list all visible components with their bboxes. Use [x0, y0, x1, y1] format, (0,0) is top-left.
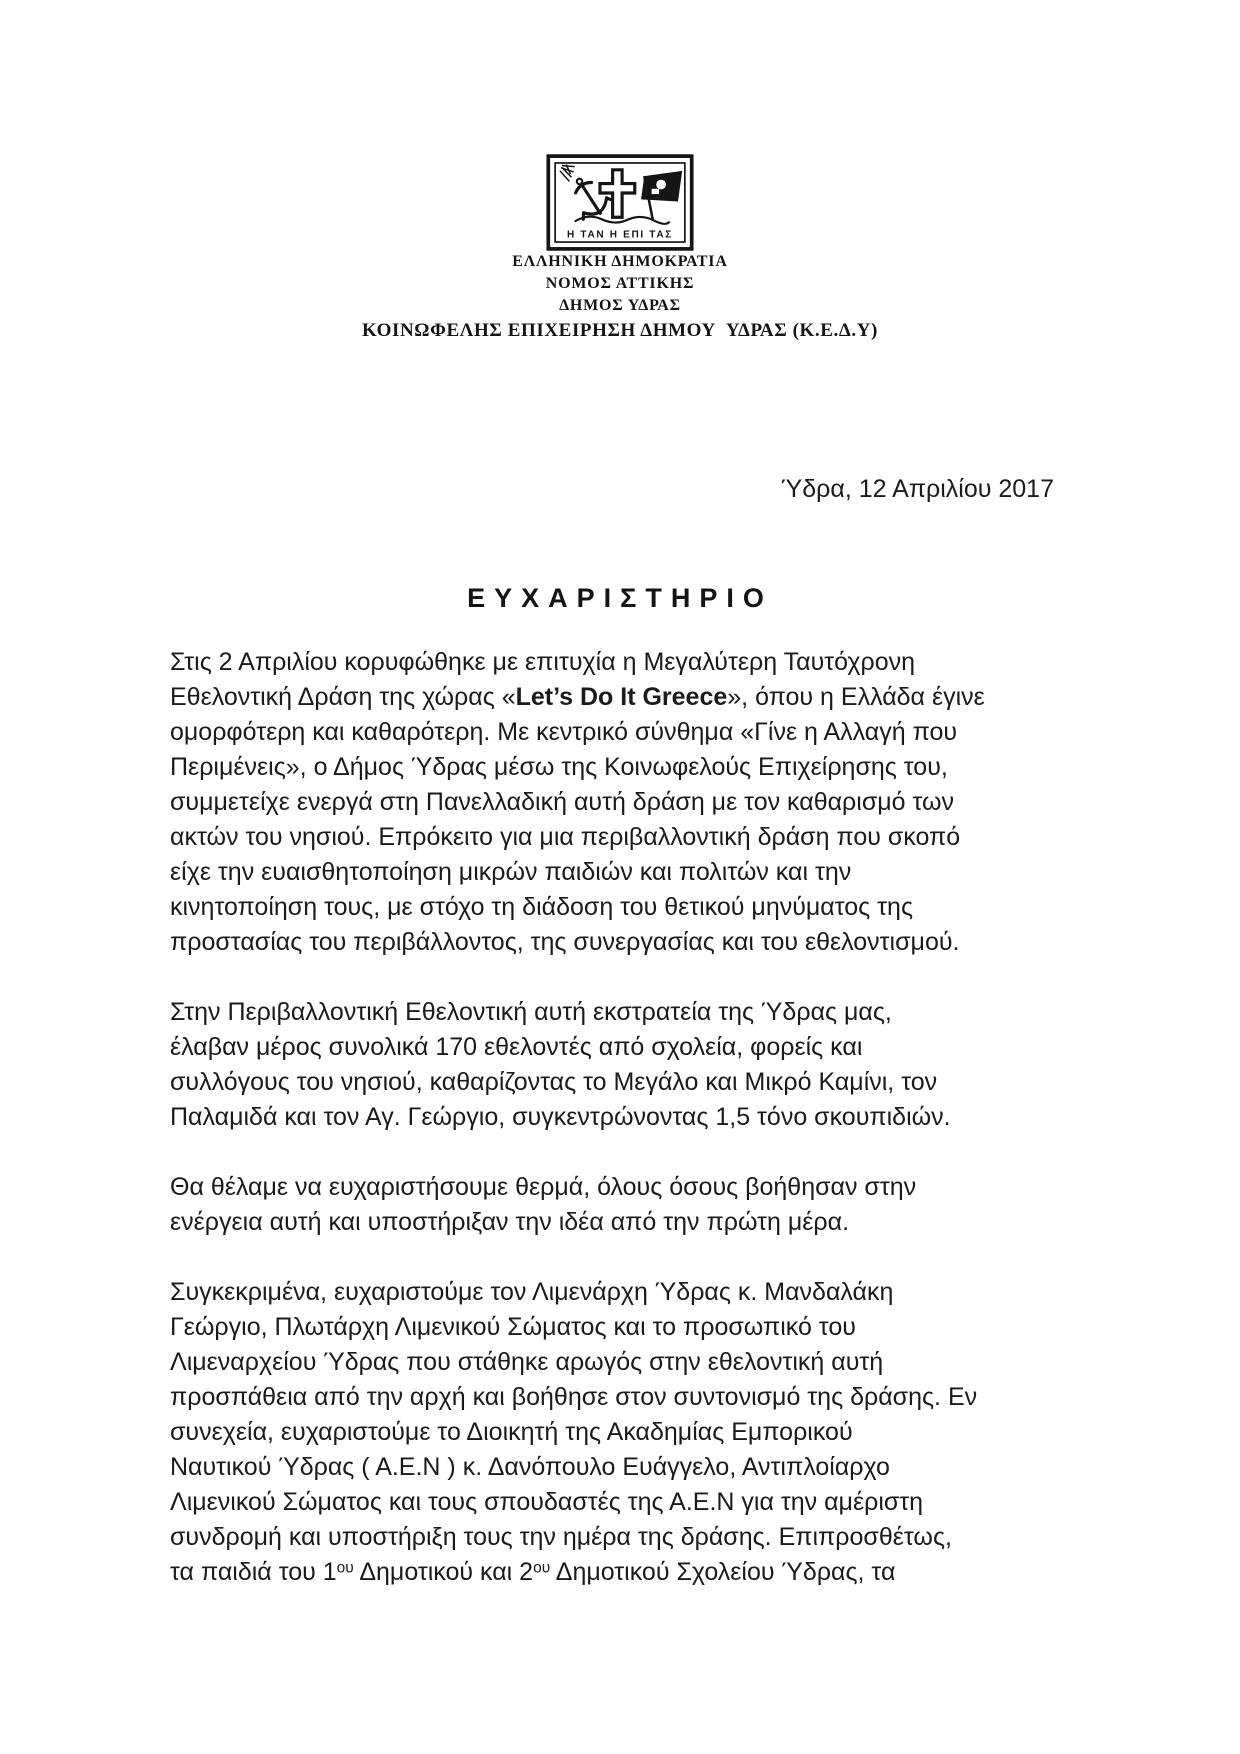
text-segment: », όπου η Ελλάδα έγινε [727, 683, 985, 711]
text-line [170, 1030, 1100, 1065]
text-segment: Στις 2 Απριλίου κορυφώθηκε με επιτυχία η Μεγαλύτερη Ταυτόχρονη [170, 648, 916, 676]
sun-icon [560, 165, 575, 182]
text-segment: Στην Περιβαλλοντική Εθελοντική αυτή εκστρατεία της Ύδρας μας, [170, 998, 892, 1026]
org-line-prefecture: ΝΟΜΟΣ ΑΤΤΙΚΗΣ [545, 275, 695, 292]
cross-icon [600, 170, 635, 217]
text-line [170, 1205, 1100, 1240]
anchor-icon [563, 170, 614, 223]
text-line [170, 1310, 1100, 1345]
paragraph [170, 1275, 1100, 1590]
text-line [170, 925, 1100, 960]
text-line [170, 855, 1100, 890]
text-segment: ομορφότερη και καθαρότερη. Με κεντρικό σύνθημα «Γίνε η Αλλαγή που [170, 718, 958, 746]
text-segment: έλαβαν μέρος συνολικά 170 εθελοντές από σχολεία, φορείς και [170, 1033, 863, 1061]
date-line: Ύδρα, 12 Απριλίου 2017 [780, 475, 1054, 503]
superscript-segment: ου [336, 1559, 354, 1577]
document-title: ΕΥΧΑΡΙΣΤΗΡΙΟ [467, 583, 773, 613]
text-segment: συλλόγους του νησιού, καθαρίζοντας το Μεγάλο και Μικρό Καμίνι, τον [170, 1068, 938, 1096]
text-segment: Περιμένεις», ο Δήμος Ύδρας μέσω της Κοινωφελούς Επιχείρησης του, [170, 753, 948, 781]
flag-icon [641, 171, 682, 220]
text-segment: συνδρομή και υποστήριξη τους την ημέρα της δράσης. Επιπροσθέτως, [170, 1523, 952, 1551]
text-line [170, 1275, 1100, 1310]
text-segment: Ναυτικού Ύδρας ( Α.Ε.Ν ) κ. Δανόπουλο Ευάγγελο, Αντιπλοίαρχο [170, 1453, 890, 1481]
text-line [170, 750, 1100, 785]
text-line [170, 1450, 1100, 1485]
text-segment: συνεχεία, ευχαριστούμε το Διοικητή της Ακαδημίας Εμπορικού [170, 1418, 853, 1446]
text-line [170, 1555, 1100, 1590]
text-segment: κινητοποίηση τους, με στόχο τη διάδοση του θετικού μηνύματος της [170, 893, 914, 921]
text-segment: Θα θέλαμε να ευχαριστήσουμε θερμά, όλους όσους βοήθησαν στην [170, 1173, 917, 1201]
org-header [0, 251, 1240, 344]
text-segment: Παλαμιδά και τον Αγ. Γεώργιο, συγκεντρώνοντας 1,5 τόνο σκουπιδιών. [170, 1103, 951, 1131]
text-segment: Δημοτικού Σχολείου Ύδρας, τα [550, 1558, 896, 1586]
text-segment: Δημοτικού και 2 [353, 1558, 534, 1586]
text-segment: Γεώργιο, Πλωτάρχη Λιμενικού Σώματος και το προσωπικό του [170, 1313, 856, 1341]
text-line [170, 1380, 1100, 1415]
text-line [170, 890, 1100, 925]
text-segment: προστασίας του περιβάλλοντος, της συνεργασίας και του εθελοντισμού. [170, 928, 960, 956]
org-line-municipality: ΔΗΜΟΣ ΥΔΡΑΣ [559, 297, 681, 314]
text-line [170, 645, 1100, 680]
text-segment: Λιμεναρχείου Ύδρας που στάθηκε αρωγός στην εθελοντική αυτή [170, 1348, 884, 1376]
text-segment: Λιμενικού Σώματος και τους σπουδαστές της Α.Ε.Ν για την αμέριστη [170, 1488, 924, 1516]
text-line [170, 820, 1100, 855]
text-segment: ενέργεια αυτή και υποστήριξαν την ιδέα από την πρώτη μέρα. [170, 1208, 850, 1236]
org-line-republic: ΕΛΛΗΝΙΚΗ ΔΗΜΟΚΡΑΤΙΑ [512, 253, 728, 270]
superscript-segment: ου [533, 1559, 551, 1577]
text-line [170, 1415, 1100, 1450]
text-line [170, 1520, 1100, 1555]
text-line [170, 1065, 1100, 1100]
text-segment: συμμετείχε ενεργά στη Πανελλαδική αυτή δράση με τον καθαρισμό των [170, 788, 955, 816]
letter-body [170, 645, 1100, 1625]
text-line [170, 785, 1100, 820]
text-segment: είχε την ευαισθητοποίηση μικρών παιδιών και πολιτών και την [170, 858, 852, 886]
text-line [170, 1170, 1100, 1205]
paragraph [170, 645, 1100, 960]
org-line-enterprise: ΚΟΙΝΩΦΕΛΗΣ ΕΠΙΧΕΙΡΗΣΗ ΔΗΜΟΥ ΥΔΡΑΣ (Κ.Ε.Δ.Υ) [362, 320, 878, 341]
text-segment: Συγκεκριμένα, ευχαριστούμε τον Λιμενάρχη Ύδρας κ. Μανδαλάκη [170, 1278, 894, 1306]
text-line [170, 680, 1100, 715]
text-line [170, 1100, 1100, 1135]
emblem-graphic [546, 154, 694, 251]
text-line [170, 1345, 1100, 1380]
text-line [170, 715, 1100, 750]
text-segment: τα παιδιά του 1 [170, 1558, 337, 1586]
paragraph [170, 1170, 1100, 1240]
bold-text-segment: Let’s Do It Greece [515, 683, 728, 711]
text-segment: προσπάθεια από την αρχή και βοήθησε στον συντονισμό της δράσης. Εν [170, 1383, 978, 1411]
text-segment: Εθελοντική Δράση της χώρας « [170, 683, 516, 711]
text-segment: ακτών του νησιού. Επρόκειτο για μια περιβαλλοντική δράση που σκοπό [170, 823, 961, 851]
text-line [170, 995, 1100, 1030]
text-line [170, 1485, 1100, 1520]
paragraph [170, 995, 1100, 1135]
emblem-motto: Η ΤΑΝ Η ΕΠΙ ΤΑΣ [567, 229, 673, 241]
municipality-emblem [0, 154, 1240, 251]
